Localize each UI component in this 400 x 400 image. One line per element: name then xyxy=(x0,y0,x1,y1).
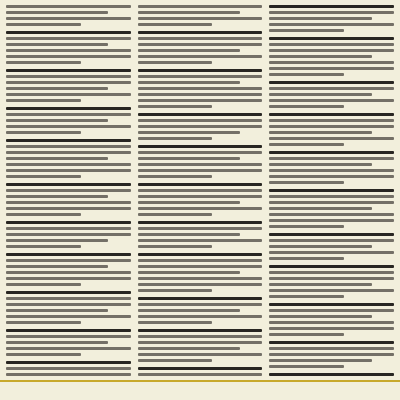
column-middle xyxy=(138,5,263,379)
article-columns xyxy=(6,5,394,379)
footer-title xyxy=(388,385,392,397)
column-right xyxy=(269,5,394,379)
page-footer xyxy=(0,380,400,400)
column-left xyxy=(6,5,131,379)
